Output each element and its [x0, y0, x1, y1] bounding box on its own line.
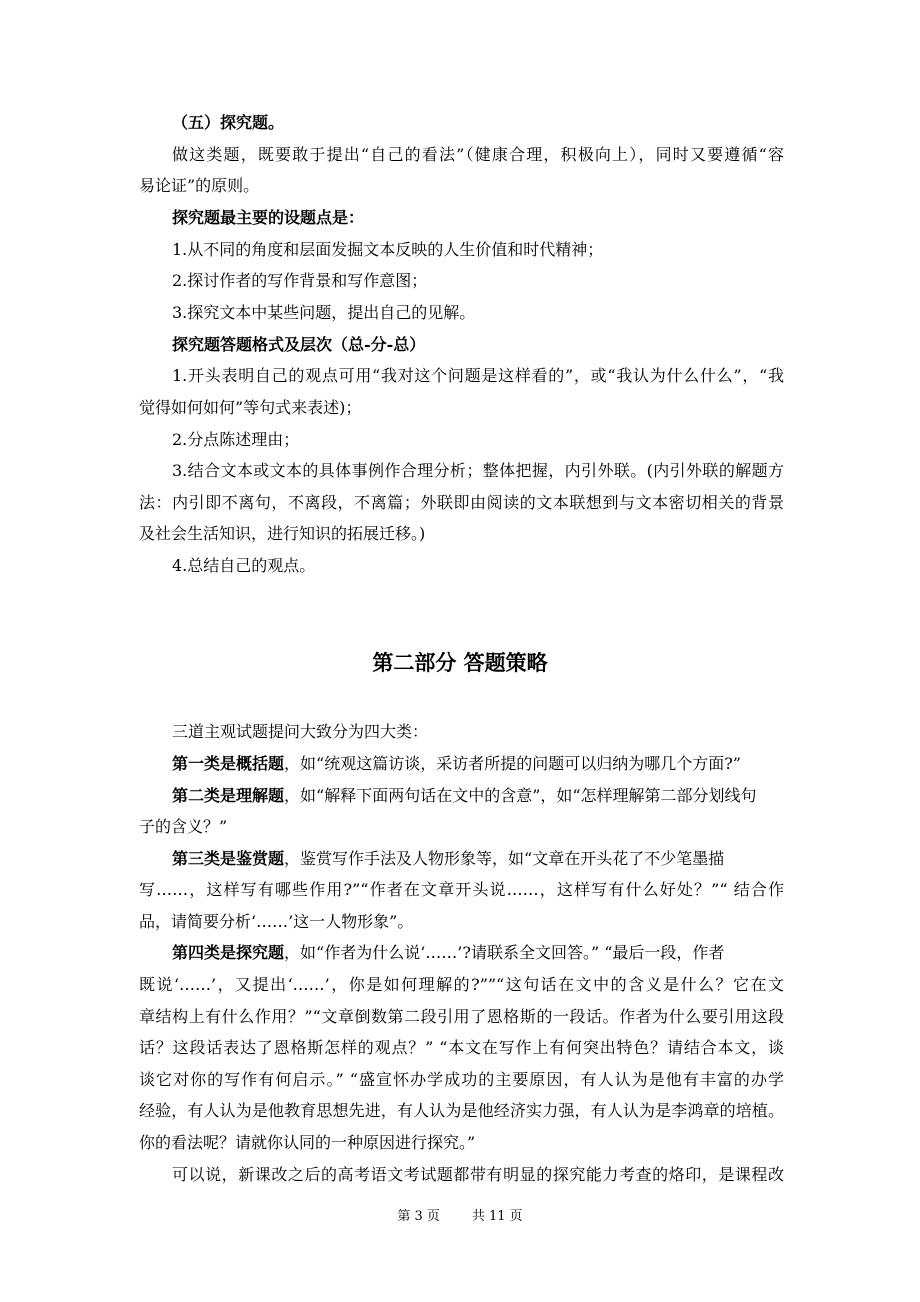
subheading: 探究题答题格式及层次（总-分-总） [172, 335, 426, 354]
paragraph-line: 写……，这样写有哪些作用?”“作者在文章开头说……，这样写有什么好处？”“ 结合作 [139, 880, 784, 899]
subheading: 探究题最主要的设题点是： [172, 208, 365, 227]
category-text: ，如“作者为什么说‘……’?请联系全文回答。” “最后一段，作者 [284, 943, 725, 962]
page-total: 共 11 页 [471, 1209, 523, 1224]
paragraph-line: 做这类题，既要敢于提出“自己的看法”（健康合理，积极向上），同时又要遵循“容 [172, 145, 784, 164]
list-item: 4.总结自己的观点。 [172, 556, 316, 575]
list-item-continued: 及社会生活知识，进行知识的拓展迁移。) [139, 524, 426, 543]
category-label: 第二类是理解题 [172, 786, 285, 805]
paragraph-line: 谈它对你的写作有何启示。” “盛宣怀办学成功的主要原因，有人认为是他有丰富的办学 [139, 1070, 784, 1089]
paragraph-line: 子的含义？” [139, 817, 228, 836]
list-item: 2.分点陈述理由； [172, 430, 300, 449]
list-item-continued: 觉得如何如何”等句式来表述)； [139, 398, 362, 417]
list-item: 1.开头表明自己的观点可用“我对这个问题是这样看的”，或“我认为什么什么”，“我 [172, 366, 784, 385]
category-paragraph [172, 849, 817, 869]
category-label: 第一类是概括题 [172, 754, 285, 773]
list-item-continued: 法：内引即不离句，不离段，不离篇；外联即由阅读的文本联想到与文本密切相关的背景 [139, 493, 784, 512]
page-number: 第 3 页 [397, 1209, 440, 1224]
category-label: 第四类是探究题 [172, 943, 285, 962]
list-item: 3.结合文本或文本的具体事例作合理分析；整体把握，内引外联。(内引外联的解题方 [172, 461, 784, 480]
page-footer [0, 1209, 920, 1225]
paragraph-line: 章结构上有什么作用？”“文章倒数第二段引用了恩格斯的一段话。作者为什么要引用这段 [139, 1007, 784, 1026]
paragraph-line: 品，请简要分析‘……’这一人物形象”。 [139, 912, 414, 931]
paragraph-line: 既说‘……’，又提出‘……’，你是如何理解的?””“这句话在文中的含义是什么？它在文 [139, 975, 784, 994]
paragraph-line: 经验，有人认为是他教育思想先进，有人认为是他经济实力强，有人认为是李鸿章的培植。 [139, 1101, 784, 1120]
paragraph-line: 话？这段话表达了恩格斯怎样的观点？” “本文在写作上有何突出特色？请结合本文，谈 [139, 1038, 784, 1057]
category-text: ，如“统观这篇访谈，采访者所提的问题可以归纳为哪几个方面?” [284, 754, 741, 773]
paragraph-line: 易论证”的原则。 [139, 176, 260, 195]
category-text: ，如“解释下面两句话在文中的含意”，如“怎样理解第二部分划线句 [284, 786, 757, 805]
part-title: 第二部分 答题策略 [372, 650, 548, 675]
list-item: 3.探究文本中某些问题，提出自己的见解。 [172, 303, 476, 322]
paragraph-line: 你的看法呢？请就你认同的一种原因进行探究。” [139, 1133, 476, 1152]
category-text: ，鉴赏写作手法及人物形象等，如“文章在开头花了不少笔墨描 [284, 849, 725, 868]
category-paragraph [172, 786, 817, 806]
list-item: 1.从不同的角度和层面发掘文本反映的人生价值和时代精神； [172, 240, 604, 259]
category-paragraph [172, 754, 817, 774]
paragraph-line: 三道主观试题提问大致分为四大类： [172, 722, 429, 741]
list-item: 2.探讨作者的写作背景和写作意图； [172, 271, 428, 290]
section-title: （五）探究题。 [172, 113, 285, 132]
category-label: 第三类是鉴赏题 [172, 849, 285, 868]
category-paragraph [172, 943, 784, 963]
paragraph-line: 可以说，新课改之后的高考语文考试题都带有明显的探究能力考查的烙印，是课程改 [172, 1165, 784, 1184]
